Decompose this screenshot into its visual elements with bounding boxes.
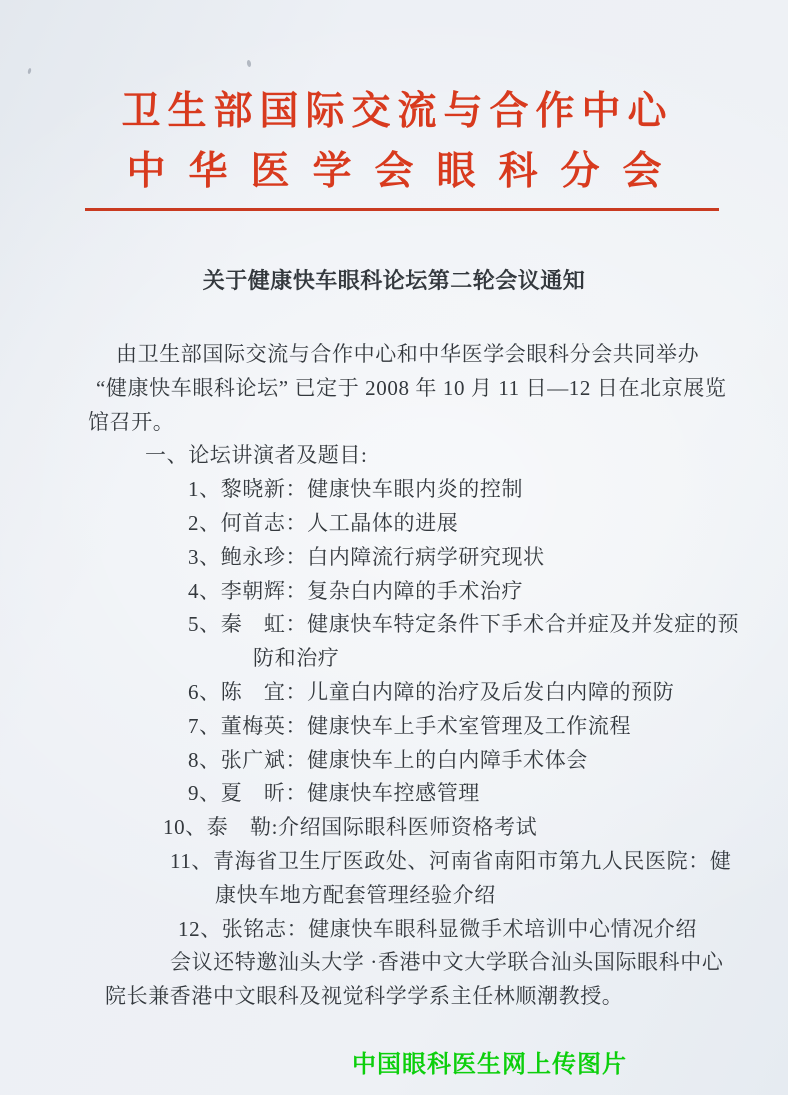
body-line: 会议还特邀汕头大学 ·香港中文大学联合汕头国际眼科中心 (170, 950, 724, 975)
body-line: 康快车地方配套管理经验介绍 (215, 882, 496, 907)
body-line: 9、夏 昕：健康快车控感管理 (188, 781, 480, 806)
body-line: 5、秦 虹：健康快车特定条件下手术合并症及并发症的预 (188, 612, 740, 637)
body-line: 1、黎晓新：健康快车眼内炎的控制 (188, 477, 524, 502)
document-body (88, 338, 738, 1014)
notice-title: 关于健康快车眼科论坛第二轮会议通知 (202, 268, 586, 293)
body-line: 防和治疗 (253, 646, 340, 671)
body-line: 一、论坛讲演者及题目: (145, 443, 368, 468)
watermark-text: 中国眼科医生网上传图片 (352, 1051, 627, 1078)
body-line: 由卫生部国际交流与合作中心和中华医学会眼科分会共同举办 (116, 342, 700, 366)
letterhead-rule (85, 208, 719, 211)
scan-speck (27, 68, 31, 75)
body-line: 4、李朝辉：复杂白内障的手术治疗 (188, 578, 524, 603)
body-line: 11、青海省卫生厅医政处、河南省南阳市第九人民医院：健 (170, 848, 732, 873)
body-line: 8、张广斌：健康快车上的白内障手术体会 (188, 747, 588, 772)
body-line: 12、张铭志：健康快车眼科显微手术培训中心情况介绍 (178, 916, 697, 941)
body-line: 6、陈 宜：儿童白内障的治疗及后发白内障的预防 (188, 679, 675, 704)
body-line: 馆召开。 (88, 409, 175, 434)
letterhead (0, 88, 788, 196)
body-line: 10、泰 勒:介绍国际眼科医师资格考试 (163, 815, 538, 840)
body-line: 2、何首志：人工晶体的进展 (188, 510, 459, 535)
body-line: “健康快车眼科论坛” 已定于 2008 年 10 月 11 日—12 日在北京展览 (96, 375, 727, 400)
letterhead-line2: 中华医学会眼科分会 (126, 150, 685, 193)
scan-speck (246, 60, 251, 68)
body-line: 3、鲍永珍：白内障流行病学研究现状 (188, 544, 545, 569)
body-line: 院长兼香港中文眼科及视觉科学学系主任林顺潮教授。 (105, 984, 624, 1009)
body-line: 7、董梅英：健康快车上手术室管理及工作流程 (188, 713, 632, 738)
letterhead-line1: 卫生部国际交流与合作中心 (121, 90, 674, 133)
